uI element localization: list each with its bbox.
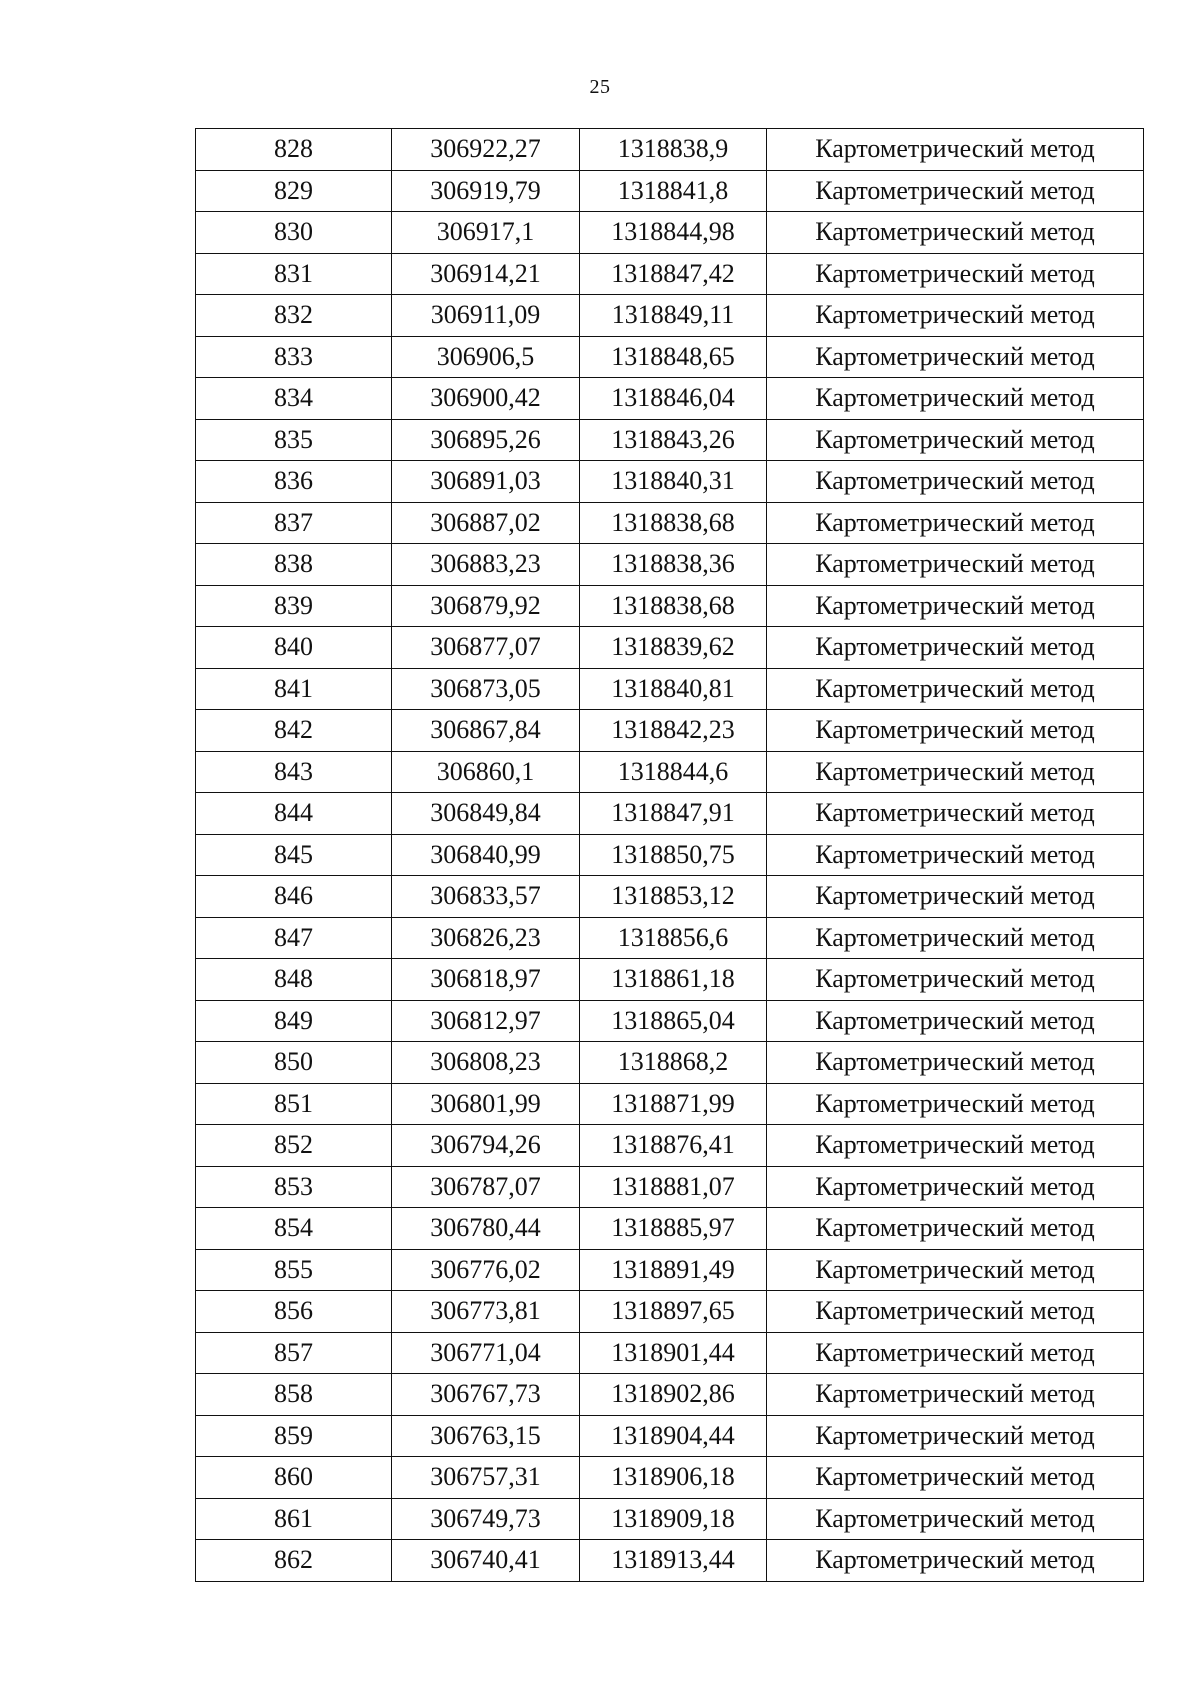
point-number-cell: 828: [196, 129, 392, 171]
point-number-cell: 830: [196, 212, 392, 254]
y-coordinate-cell: 1318881,07: [580, 1166, 767, 1208]
y-coordinate-cell: 1318843,26: [580, 419, 767, 461]
point-number-cell: 831: [196, 253, 392, 295]
method-cell: Картометрический метод: [767, 1374, 1144, 1416]
table-row: [196, 959, 1144, 1001]
x-coordinate-cell: 306812,97: [392, 1000, 580, 1042]
point-number-cell: 833: [196, 336, 392, 378]
point-number-cell: 840: [196, 627, 392, 669]
x-coordinate-cell: 306771,04: [392, 1332, 580, 1374]
table-row: [196, 1291, 1144, 1333]
x-coordinate-cell: 306911,09: [392, 295, 580, 337]
method-cell: Картометрический метод: [767, 1415, 1144, 1457]
y-coordinate-cell: 1318842,23: [580, 710, 767, 752]
method-cell: Картометрический метод: [767, 1042, 1144, 1084]
coordinates-table-body: [196, 129, 1144, 1582]
table-row: [196, 627, 1144, 669]
table-row: [196, 1457, 1144, 1499]
x-coordinate-cell: 306740,41: [392, 1540, 580, 1582]
y-coordinate-cell: 1318840,31: [580, 461, 767, 503]
method-cell: Картометрический метод: [767, 1166, 1144, 1208]
table-row: [196, 1083, 1144, 1125]
method-cell: Картометрический метод: [767, 129, 1144, 171]
table-row: [196, 668, 1144, 710]
x-coordinate-cell: 306818,97: [392, 959, 580, 1001]
table-row: [196, 129, 1144, 171]
y-coordinate-cell: 1318876,41: [580, 1125, 767, 1167]
table-row: [196, 1498, 1144, 1540]
y-coordinate-cell: 1318846,04: [580, 378, 767, 420]
method-cell: Картометрический метод: [767, 461, 1144, 503]
y-coordinate-cell: 1318856,6: [580, 917, 767, 959]
x-coordinate-cell: 306780,44: [392, 1208, 580, 1250]
method-cell: Картометрический метод: [767, 1083, 1144, 1125]
method-cell: Картометрический метод: [767, 1000, 1144, 1042]
method-cell: Картометрический метод: [767, 710, 1144, 752]
table-row: [196, 751, 1144, 793]
method-cell: Картометрический метод: [767, 1332, 1144, 1374]
table-row: [196, 1125, 1144, 1167]
x-coordinate-cell: 306826,23: [392, 917, 580, 959]
x-coordinate-cell: 306887,02: [392, 502, 580, 544]
y-coordinate-cell: 1318871,99: [580, 1083, 767, 1125]
point-number-cell: 843: [196, 751, 392, 793]
coordinates-table: [195, 128, 1144, 1582]
x-coordinate-cell: 306749,73: [392, 1498, 580, 1540]
y-coordinate-cell: 1318839,62: [580, 627, 767, 669]
x-coordinate-cell: 306877,07: [392, 627, 580, 669]
x-coordinate-cell: 306767,73: [392, 1374, 580, 1416]
method-cell: Картометрический метод: [767, 419, 1144, 461]
point-number-cell: 847: [196, 917, 392, 959]
y-coordinate-cell: 1318847,42: [580, 253, 767, 295]
y-coordinate-cell: 1318848,65: [580, 336, 767, 378]
point-number-cell: 849: [196, 1000, 392, 1042]
table-row: [196, 1332, 1144, 1374]
method-cell: Картометрический метод: [767, 1291, 1144, 1333]
y-coordinate-cell: 1318891,49: [580, 1249, 767, 1291]
point-number-cell: 846: [196, 876, 392, 918]
x-coordinate-cell: 306860,1: [392, 751, 580, 793]
point-number-cell: 837: [196, 502, 392, 544]
method-cell: Картометрический метод: [767, 502, 1144, 544]
y-coordinate-cell: 1318901,44: [580, 1332, 767, 1374]
x-coordinate-cell: 306891,03: [392, 461, 580, 503]
point-number-cell: 842: [196, 710, 392, 752]
method-cell: Картометрический метод: [767, 627, 1144, 669]
table-row: [196, 336, 1144, 378]
method-cell: Картометрический метод: [767, 917, 1144, 959]
y-coordinate-cell: 1318865,04: [580, 1000, 767, 1042]
point-number-cell: 832: [196, 295, 392, 337]
table-row: [196, 585, 1144, 627]
method-cell: Картометрический метод: [767, 585, 1144, 627]
table-row: [196, 917, 1144, 959]
point-number-cell: 851: [196, 1083, 392, 1125]
x-coordinate-cell: 306757,31: [392, 1457, 580, 1499]
x-coordinate-cell: 306801,99: [392, 1083, 580, 1125]
point-number-cell: 845: [196, 834, 392, 876]
method-cell: Картометрический метод: [767, 170, 1144, 212]
table-row: [196, 1415, 1144, 1457]
method-cell: Картометрический метод: [767, 1457, 1144, 1499]
table-row: [196, 1540, 1144, 1582]
table-row: [196, 378, 1144, 420]
table-row: [196, 1249, 1144, 1291]
table-row: [196, 544, 1144, 586]
point-number-cell: 835: [196, 419, 392, 461]
method-cell: Картометрический метод: [767, 834, 1144, 876]
method-cell: Картометрический метод: [767, 876, 1144, 918]
y-coordinate-cell: 1318849,11: [580, 295, 767, 337]
y-coordinate-cell: 1318861,18: [580, 959, 767, 1001]
point-number-cell: 859: [196, 1415, 392, 1457]
y-coordinate-cell: 1318868,2: [580, 1042, 767, 1084]
table-row: [196, 1374, 1144, 1416]
method-cell: Картометрический метод: [767, 544, 1144, 586]
point-number-cell: 844: [196, 793, 392, 835]
y-coordinate-cell: 1318902,86: [580, 1374, 767, 1416]
y-coordinate-cell: 1318844,6: [580, 751, 767, 793]
y-coordinate-cell: 1318838,68: [580, 502, 767, 544]
x-coordinate-cell: 306794,26: [392, 1125, 580, 1167]
point-number-cell: 862: [196, 1540, 392, 1582]
point-number-cell: 860: [196, 1457, 392, 1499]
y-coordinate-cell: 1318897,65: [580, 1291, 767, 1333]
y-coordinate-cell: 1318909,18: [580, 1498, 767, 1540]
method-cell: Картометрический метод: [767, 959, 1144, 1001]
x-coordinate-cell: 306900,42: [392, 378, 580, 420]
method-cell: Картометрический метод: [767, 253, 1144, 295]
table-row: [196, 170, 1144, 212]
x-coordinate-cell: 306787,07: [392, 1166, 580, 1208]
x-coordinate-cell: 306867,84: [392, 710, 580, 752]
point-number-cell: 834: [196, 378, 392, 420]
y-coordinate-cell: 1318885,97: [580, 1208, 767, 1250]
x-coordinate-cell: 306922,27: [392, 129, 580, 171]
method-cell: Картометрический метод: [767, 1125, 1144, 1167]
y-coordinate-cell: 1318838,36: [580, 544, 767, 586]
x-coordinate-cell: 306883,23: [392, 544, 580, 586]
point-number-cell: 850: [196, 1042, 392, 1084]
y-coordinate-cell: 1318847,91: [580, 793, 767, 835]
point-number-cell: 858: [196, 1374, 392, 1416]
y-coordinate-cell: 1318840,81: [580, 668, 767, 710]
point-number-cell: 839: [196, 585, 392, 627]
method-cell: Картометрический метод: [767, 668, 1144, 710]
table-row: [196, 876, 1144, 918]
method-cell: Картометрический метод: [767, 793, 1144, 835]
x-coordinate-cell: 306763,15: [392, 1415, 580, 1457]
x-coordinate-cell: 306879,92: [392, 585, 580, 627]
method-cell: Картометрический метод: [767, 336, 1144, 378]
table-row: [196, 834, 1144, 876]
y-coordinate-cell: 1318913,44: [580, 1540, 767, 1582]
x-coordinate-cell: 306808,23: [392, 1042, 580, 1084]
method-cell: Картометрический метод: [767, 751, 1144, 793]
x-coordinate-cell: 306919,79: [392, 170, 580, 212]
x-coordinate-cell: 306849,84: [392, 793, 580, 835]
point-number-cell: 853: [196, 1166, 392, 1208]
x-coordinate-cell: 306840,99: [392, 834, 580, 876]
y-coordinate-cell: 1318850,75: [580, 834, 767, 876]
y-coordinate-cell: 1318841,8: [580, 170, 767, 212]
x-coordinate-cell: 306914,21: [392, 253, 580, 295]
point-number-cell: 848: [196, 959, 392, 1001]
table-row: [196, 461, 1144, 503]
x-coordinate-cell: 306895,26: [392, 419, 580, 461]
table-row: [196, 212, 1144, 254]
y-coordinate-cell: 1318904,44: [580, 1415, 767, 1457]
method-cell: Картометрический метод: [767, 212, 1144, 254]
x-coordinate-cell: 306833,57: [392, 876, 580, 918]
y-coordinate-cell: 1318838,9: [580, 129, 767, 171]
method-cell: Картометрический метод: [767, 295, 1144, 337]
method-cell: Картометрический метод: [767, 1249, 1144, 1291]
point-number-cell: 861: [196, 1498, 392, 1540]
table-row: [196, 253, 1144, 295]
point-number-cell: 854: [196, 1208, 392, 1250]
method-cell: Картометрический метод: [767, 1540, 1144, 1582]
table-row: [196, 1208, 1144, 1250]
point-number-cell: 852: [196, 1125, 392, 1167]
y-coordinate-cell: 1318838,68: [580, 585, 767, 627]
x-coordinate-cell: 306917,1: [392, 212, 580, 254]
point-number-cell: 829: [196, 170, 392, 212]
method-cell: Картометрический метод: [767, 1208, 1144, 1250]
x-coordinate-cell: 306906,5: [392, 336, 580, 378]
table-row: [196, 1000, 1144, 1042]
x-coordinate-cell: 306773,81: [392, 1291, 580, 1333]
point-number-cell: 855: [196, 1249, 392, 1291]
point-number-cell: 836: [196, 461, 392, 503]
table-row: [196, 419, 1144, 461]
point-number-cell: 841: [196, 668, 392, 710]
page-number: 25: [589, 76, 611, 98]
table-row: [196, 793, 1144, 835]
table-row: [196, 1166, 1144, 1208]
point-number-cell: 857: [196, 1332, 392, 1374]
point-number-cell: 856: [196, 1291, 392, 1333]
table-row: [196, 502, 1144, 544]
method-cell: Картометрический метод: [767, 378, 1144, 420]
table-row: [196, 295, 1144, 337]
y-coordinate-cell: 1318906,18: [580, 1457, 767, 1499]
y-coordinate-cell: 1318853,12: [580, 876, 767, 918]
y-coordinate-cell: 1318844,98: [580, 212, 767, 254]
x-coordinate-cell: 306776,02: [392, 1249, 580, 1291]
table-row: [196, 1042, 1144, 1084]
point-number-cell: 838: [196, 544, 392, 586]
x-coordinate-cell: 306873,05: [392, 668, 580, 710]
method-cell: Картометрический метод: [767, 1498, 1144, 1540]
table-row: [196, 710, 1144, 752]
